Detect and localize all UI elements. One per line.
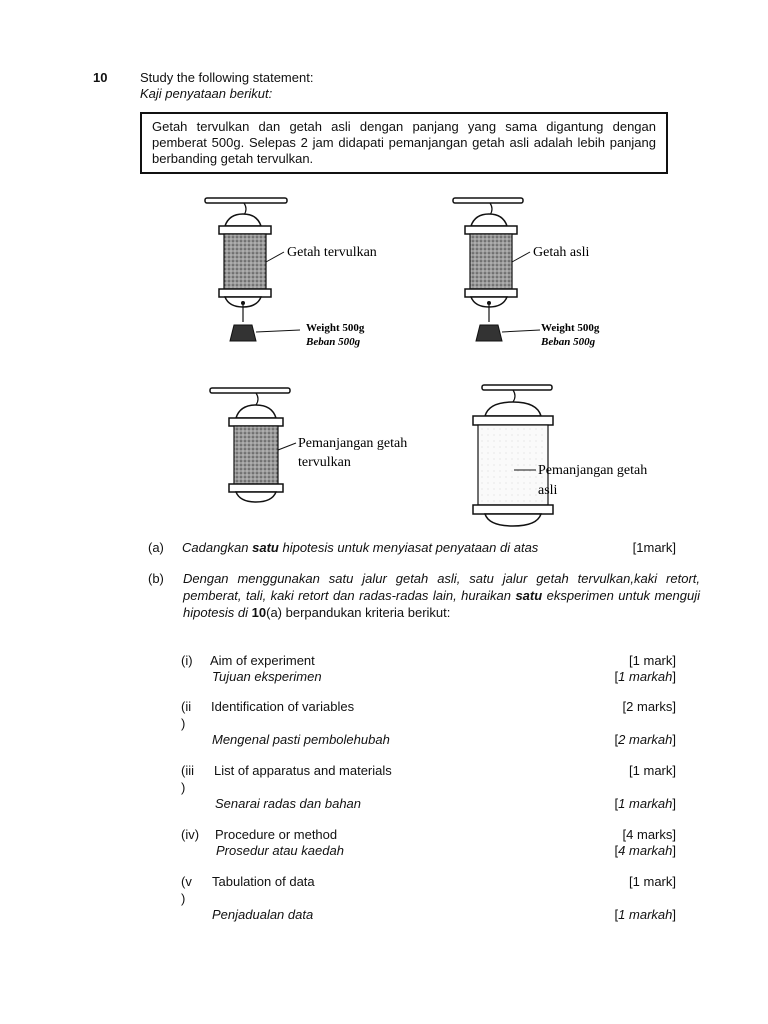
criterion-4-mark-ms: [4 markah]	[614, 843, 676, 858]
criterion-2-mark-en: [2 marks]	[622, 699, 676, 714]
question-intro-en: Study the following statement:	[140, 70, 314, 85]
criterion-1-en: Aim of experiment	[210, 653, 315, 668]
criterion-3-ms: Senarai radas dan bahan	[215, 796, 362, 811]
criterion-4-en: Procedure or method	[215, 827, 338, 842]
criterion-1-mark-en: [1 mark]	[629, 653, 676, 668]
label-elong-nat-2: asli	[538, 483, 558, 498]
part-a-text-post: hipotesis untuk menyiasat penyataan di atas	[278, 540, 539, 555]
criterion-5-en: Tabulation of data	[212, 874, 315, 889]
diagram-natural-elongation	[473, 385, 553, 526]
criterion-5-mark-en: [1 mark]	[629, 874, 676, 889]
criterion-2-num-b: )	[181, 716, 186, 731]
diagram-natural-weight	[453, 198, 540, 341]
label-weight-ms-1: Beban 500g	[306, 336, 361, 348]
criterion-3-num-b: )	[181, 780, 186, 795]
criterion-2-mark-ms: [2 markah]	[614, 732, 676, 747]
question-intro-ms: Kaji penyataan berikut:	[140, 86, 273, 101]
part-b-text-bold: satu	[515, 588, 543, 603]
part-a-text-pre: Cadangkan	[182, 540, 253, 555]
part-b-ref-bold: 10	[251, 605, 267, 620]
criterion-4-mark-en: [4 marks]	[622, 827, 676, 842]
part-a-text-bold: satu	[252, 540, 279, 555]
criterion-3-mark-en: [1 mark]	[629, 763, 676, 778]
diagram-vulcanised-elongation	[210, 388, 296, 502]
label-weight-ms-2: Beban 500g	[541, 336, 596, 348]
part-b-label: (b)	[148, 571, 164, 586]
part-b-text	[183, 570, 700, 621]
criterion-2-en: Identification of variables	[211, 699, 355, 714]
criterion-5-num: (v	[181, 874, 192, 889]
criterion-5-ms: Penjadualan data	[212, 907, 314, 922]
label-weight-en-1: Weight 500g	[306, 322, 365, 334]
criterion-1-mark-ms: [1 markah]	[614, 669, 676, 684]
criterion-3-num: (iii	[181, 763, 194, 778]
part-a-text	[182, 539, 538, 556]
label-vulcanised: Getah tervulkan	[287, 245, 377, 260]
criterion-3-en: List of apparatus and materials	[214, 763, 392, 778]
criterion-5-num-b: )	[181, 891, 186, 906]
label-elong-vulc-2: tervulkan	[298, 455, 351, 470]
part-b-text-1: Dengan menggunakan satu jalur getah asli, satu jalur getah tervulkan,kaki retort, pemberat, tali, kaki retort dan radas-radas lain, huraikan	[183, 571, 700, 603]
criterion-1-ms: Tujuan eksperimen	[212, 669, 322, 684]
criterion-4-ms: Prosedur atau kaedah	[216, 843, 344, 858]
criterion-2-ms: Mengenal pasti pembolehubah	[212, 732, 390, 747]
part-a-label: (a)	[148, 540, 164, 555]
part-a-mark: [1mark]	[632, 540, 676, 555]
part-b-text-2: eksperimen untuk menguji hipotesis di	[183, 588, 701, 620]
label-weight-en-2: Weight 500g	[541, 322, 600, 334]
part-b-text-3: (a) berpandukan kriteria berikut:	[266, 605, 451, 620]
question-number: 10	[93, 70, 108, 85]
criterion-4-num: (iv)	[181, 827, 200, 842]
criterion-5-mark-ms: [1 markah]	[614, 907, 676, 922]
criterion-3-mark-ms: [1 markah]	[614, 796, 676, 811]
label-natural: Getah asli	[533, 245, 590, 260]
statement-text: Getah tervulkan dan getah asli dengan panjang yang sama digantung dengan pemberat 500g. Selepas 2 jam didapati pemanjangan getah asli adalah lebih panjang berbanding getah tervulkan.	[152, 119, 656, 166]
diagram-vulcanised-weight	[205, 198, 300, 341]
criterion-1-num: (i)	[181, 653, 193, 668]
label-elong-nat-1: Pemanjangan getah	[538, 463, 648, 478]
criterion-2-num: (ii	[181, 699, 192, 714]
label-elong-vulc-1: Pemanjangan getah	[298, 436, 408, 451]
